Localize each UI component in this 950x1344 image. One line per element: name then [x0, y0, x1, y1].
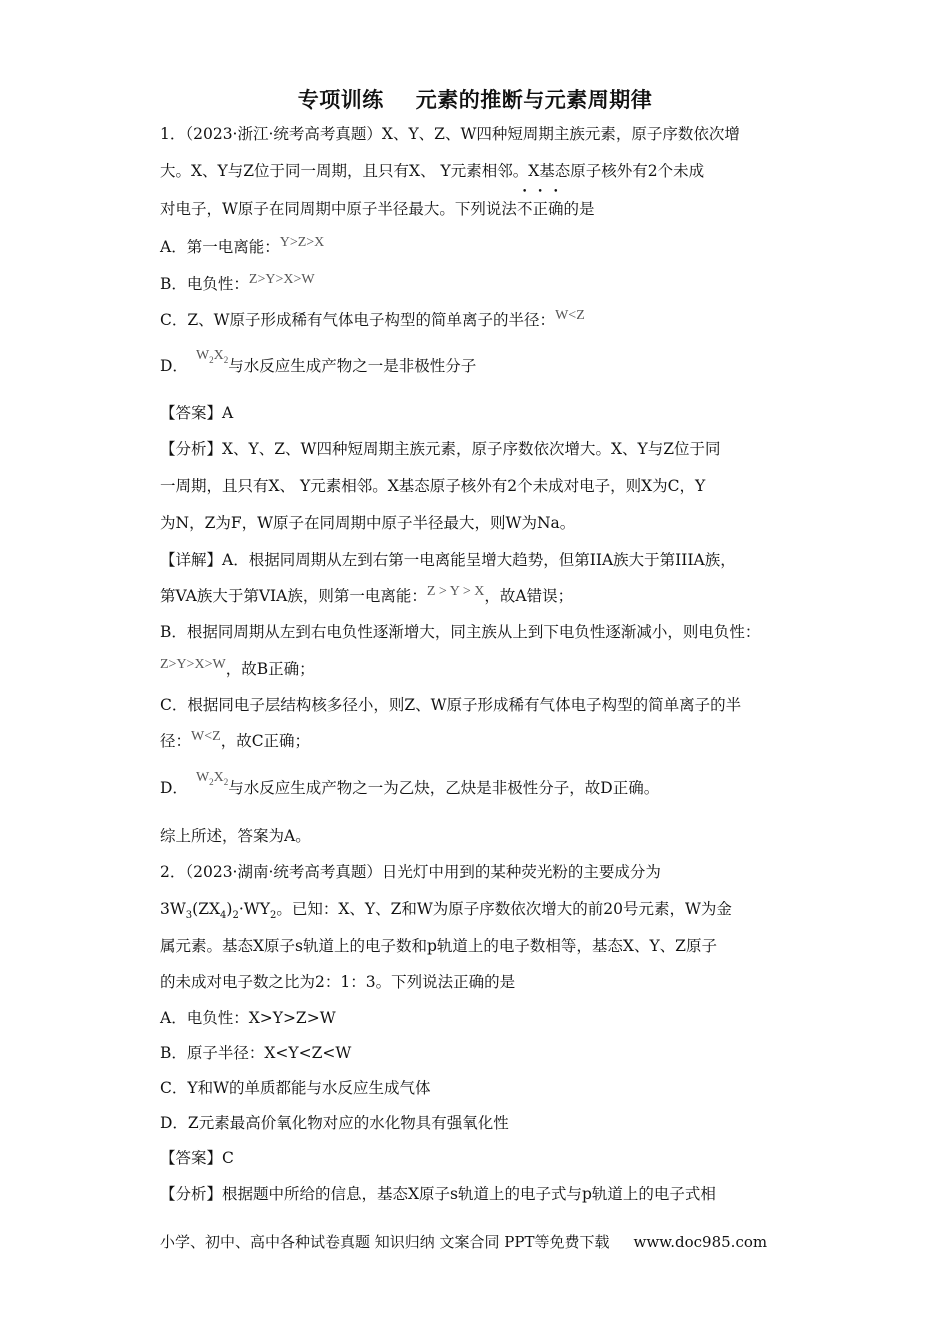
- q1-stem-line-3: 对电子，W原子在同周期中原子半径最大。下列说法不正确的是: [160, 200, 595, 218]
- formula: W<Z: [555, 308, 585, 323]
- q2-option-d: D．Z元素最高价氧化物对应的水化物具有强氧化性: [160, 1114, 509, 1132]
- emphasis-que: 确: [547, 200, 564, 218]
- q1-option-c: C．Z、W原子形成稀有气体电子构型的简单离子的半径：W<Z: [160, 308, 585, 329]
- q2-stem-line-3: 属元素。基态X原子s轨道上的电子数和p轨道上的电子数相等，基态X、Y、Z原子: [160, 937, 717, 955]
- footer-url[interactable]: www.doc985.com: [633, 1233, 768, 1251]
- formula-phosphor: $3W_3(ZX_4)_2\cdot WY_2$: [160, 900, 277, 922]
- footer-text: 小学、初中、高中各种试卷真题 知识归纳 文案合同 PPT等免费下载: [160, 1233, 610, 1251]
- formula: Z > Y > X: [426, 584, 485, 599]
- q1-summary: 综上所述，答案为A。: [160, 827, 311, 845]
- q2-stem-line-2: $3W_3(ZX_4)_2\cdot WY_2$。已知：X、Y、Z和W为原子序数依次增大的前20号元素，W为金: [160, 900, 732, 922]
- q1-detail-line-6: 径：W<Z，故C正确；: [160, 729, 311, 750]
- q2-answer: 【答案】C: [160, 1149, 234, 1167]
- page-footer: [160, 1231, 767, 1252]
- q1-detail-line-1: 【详解】A．根据同周期从左到右第一电离能呈增大趋势，但第IIA族大于第IIIA族，: [160, 551, 736, 569]
- q1-detail-line-7: D．$W_2X_2$与水反应生成产物之一为乙炔，乙炔是非极性分子，故D正确。: [160, 770, 660, 797]
- q1-analysis-line-1: 【分析】X、Y、Z、W四种短周期主族元素，原子序数依次增大。X、Y与Z位于同: [160, 440, 721, 458]
- emphasis-bu: 不: [516, 200, 533, 218]
- q1-stem-line-2: 大。X、Y与Z位于同一周期，且只有X、 Y元素相邻。X基态原子核外有2个未成: [160, 162, 705, 180]
- q1-option-a: A．第一电离能：Y>Z>X: [160, 235, 325, 256]
- q2-analysis-line-1: 【分析】根据题中所给的信息，基态X原子s轨道上的电子式与p轨道上的电子式相: [160, 1185, 716, 1203]
- q1-answer: 【答案】A: [160, 404, 234, 422]
- q1-stem-line-1: 1．（2023·浙江·统考高考真题）X、Y、Z、W四种短周期主族元素，原子序数依次增: [160, 125, 740, 143]
- q1-detail-line-3: B．根据同周期从左到右电负性逐渐增大，同主族从上到下电负性逐渐减小，则电负性：: [160, 623, 761, 641]
- q1-analysis-line-2: 一周期，且只有X、 Y元素相邻。X基态原子核外有2个未成对电子，则X为C，Y: [160, 477, 706, 495]
- title-right: 元素的推断与元素周期律: [415, 87, 653, 112]
- q2-stem-line-1: 2．（2023·湖南·统考高考真题）日光灯中用到的某种荧光粉的主要成分为: [160, 863, 661, 881]
- formula: Z>Y>X>W: [160, 657, 226, 672]
- formula: Z>Y>X>W: [248, 272, 315, 287]
- q1-detail-line-4: Z>Y>X>W，故B正确；: [160, 657, 315, 678]
- q1-option-b: B．电负性：Z>Y>X>W: [160, 272, 315, 293]
- title-left: 专项训练: [297, 87, 384, 112]
- formula: Y>Z>X: [279, 235, 325, 250]
- q1-detail-line-2: 第VA族大于第VIA族，则第一电离能：Z > Y > X，故A错误；: [160, 584, 574, 605]
- emphasis-zheng: 正: [532, 200, 548, 218]
- formula: W<Z: [191, 729, 221, 744]
- q1-option-d: D．$W_2X_2$与水反应生成产物之一是非极性分子: [160, 348, 477, 375]
- q2-option-a: A．电负性：X>Y>Z>W: [160, 1009, 336, 1027]
- formula-w2x2: $W_2X_2$: [195, 348, 229, 365]
- formula-w2x2: $W_2X_2$: [195, 770, 229, 787]
- q2-option-c: C．Y和W的单质都能与水反应生成气体: [160, 1079, 431, 1097]
- page-title: [0, 84, 950, 114]
- q2-stem-line-4: 的未成对电子数之比为2：1：3。下列说法正确的是: [160, 973, 516, 991]
- q1-detail-line-5: C．根据同电子层结构核多径小，则Z、W原子形成稀有气体电子构型的简单离子的半: [160, 696, 742, 714]
- q1-analysis-line-3: 为N，Z为F，W原子在同周期中原子半径最大，则W为Na。: [160, 514, 576, 532]
- q2-option-b: B．原子半径：X<Y<Z<W: [160, 1044, 352, 1062]
